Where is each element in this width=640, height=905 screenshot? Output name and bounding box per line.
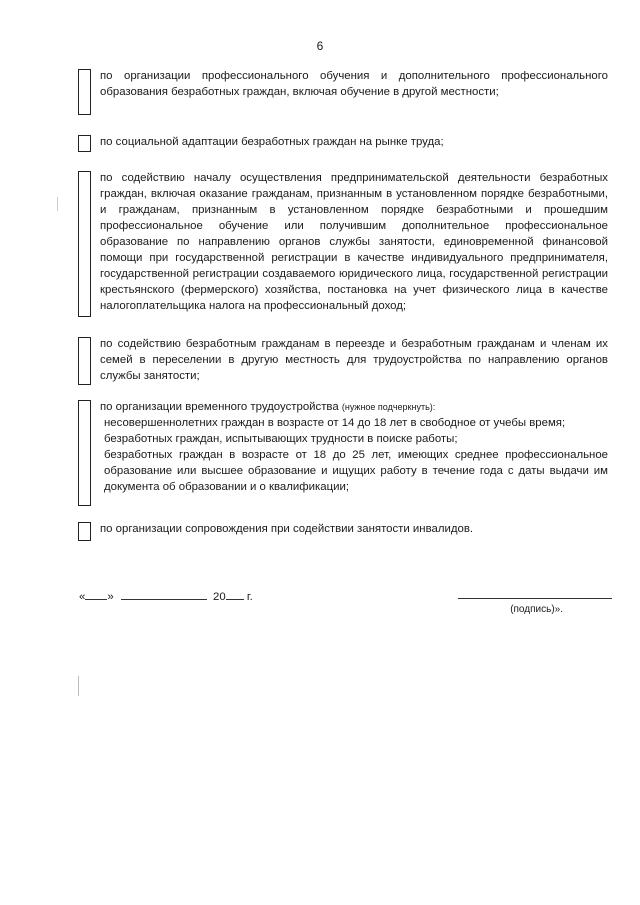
option-entrepreneurship: [78, 170, 608, 314]
checkbox[interactable]: [78, 171, 91, 317]
option-disability-support: [78, 521, 608, 537]
option-label: по организации профессионального обучения и дополнительного профессионального образования безработных граждан, включая обучение в другой местности;: [100, 70, 608, 98]
checkbox[interactable]: [78, 400, 91, 506]
checkbox[interactable]: [78, 135, 91, 152]
option-title: по организации временного трудоустройства: [100, 401, 339, 413]
option-social-adaptation: [78, 134, 608, 150]
signature-caption: (подпись)».: [510, 604, 563, 615]
sub-item-young-graduates: безработных граждан в возрасте от 18 до 25 лет, имеющих среднее профессиональное образование или высшее образование и ищущих работу в течение года с даты выдачи им документа об образовании и о квалификации;: [104, 449, 608, 493]
open-quote: «: [79, 591, 86, 603]
option-vocational-training: [78, 68, 608, 100]
day-blank[interactable]: [85, 589, 107, 600]
option-note: (нужное подчеркнуть):: [341, 402, 436, 412]
signature-line[interactable]: [458, 598, 612, 599]
sub-item-minors: несовершеннолетних граждан в возрасте от 14 до 18 лет в свободное от учебы время;: [104, 417, 566, 429]
checkbox[interactable]: [78, 522, 91, 541]
date-line: [79, 589, 253, 603]
option-label: [100, 399, 608, 415]
year-suffix: г.: [246, 591, 253, 603]
scan-artifact: [78, 676, 79, 696]
option-label: по содействию безработным гражданам в переезде и безработным гражданам и членам их семей в переселении в другую местность для трудоустройства по направлению органов службы занятости;: [100, 338, 608, 382]
checkbox[interactable]: [78, 69, 91, 115]
option-label: по содействию началу осуществления предпринимательской деятельности безработных граждан, включая оказание гражданам, признанным в установленном порядке безработными, и гражданам, признанным в установленном порядке безработными и прошедшим профессиональное обучение или получившим дополнительное профессиональное образование по направлению органов службы занятости, единовременной финансовой помощи при государственной регистрации в качестве индивидуального предпринимателя, государственной регистрации создаваемого юридического лица, государственной регистрации крестьянского (фермерского) хозяйства, постановка на учет физического лица в качестве налогоплательщика налога на профессиональный доход;: [100, 172, 608, 312]
month-blank[interactable]: [121, 589, 207, 600]
option-relocation: [78, 336, 608, 384]
option-label: по организации сопровождения при содействии занятости инвалидов.: [100, 523, 474, 535]
sub-item-difficulty: безработных граждан, испытывающих трудности в поиске работы;: [104, 433, 458, 445]
sub-list: [104, 415, 608, 495]
option-temporary-employment: [78, 399, 608, 495]
option-label: по социальной адаптации безработных граждан на рынке труда;: [100, 136, 444, 148]
close-quote: »: [107, 591, 114, 603]
page-number: 6: [316, 39, 324, 53]
year-blank[interactable]: [226, 589, 244, 600]
scan-artifact: [57, 197, 58, 211]
checkbox[interactable]: [78, 337, 91, 385]
year-prefix: 20: [213, 591, 226, 603]
